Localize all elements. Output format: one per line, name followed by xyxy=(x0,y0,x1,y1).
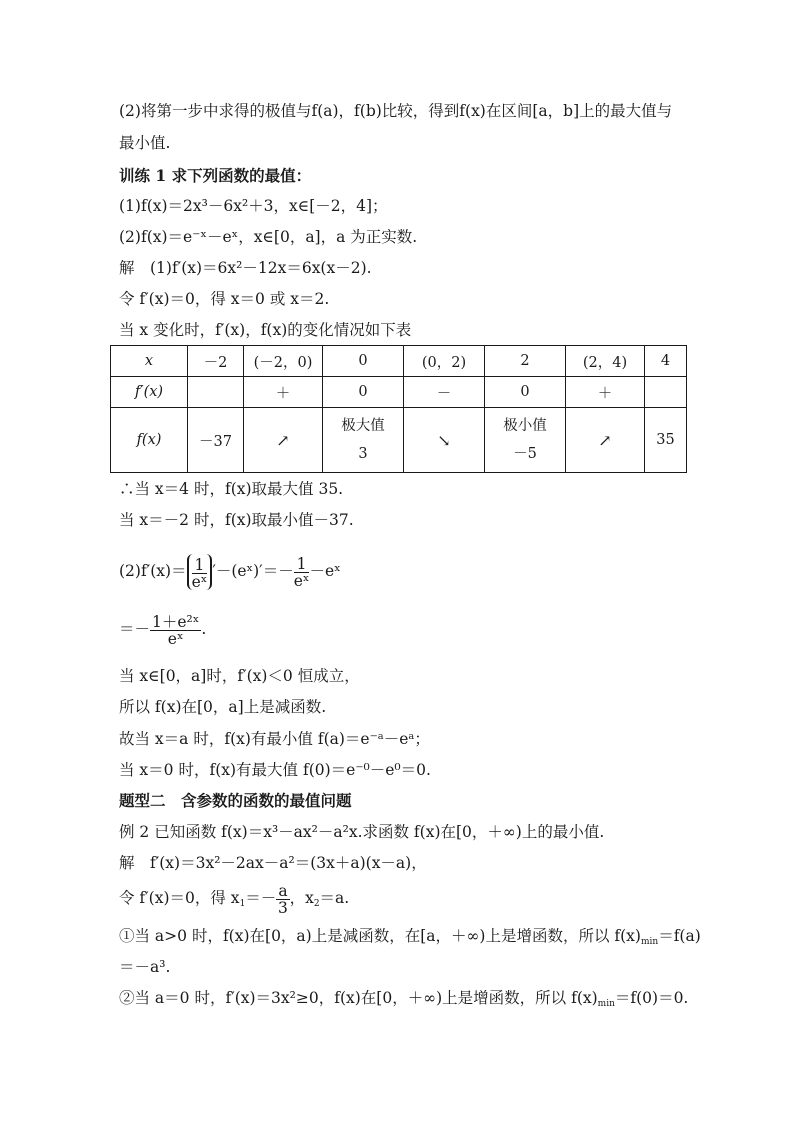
table-cell: (0，2) xyxy=(404,346,485,377)
max-value: 3 xyxy=(358,446,368,462)
table-cell xyxy=(188,377,244,408)
fraction-denominator: eˣ xyxy=(191,572,208,591)
formula-text: －eˣ xyxy=(309,562,341,580)
text-line: ＝－a³. xyxy=(119,958,171,976)
fraction-numerator: 1 xyxy=(192,557,208,574)
subscript: 2 xyxy=(313,899,320,909)
derivative-formula xyxy=(119,553,341,590)
table-cell: 0 xyxy=(323,346,404,377)
text-line: (2)将第一步中求得的极值与f(a)，f(b)比较，得到f(x)在区间[a，b]上的最大值与 xyxy=(119,102,673,120)
table-cell: －37 xyxy=(188,408,244,473)
table-row xyxy=(111,377,687,408)
case-two-line xyxy=(119,988,688,1008)
formula-text: ＝a. xyxy=(319,889,350,907)
table-cell: 0 xyxy=(485,377,566,408)
table-row xyxy=(111,408,687,473)
formula-text: ′－(eˣ)′＝－ xyxy=(212,562,294,580)
text-line: 所以 f(x)在[0，a]上是减函数. xyxy=(119,698,327,716)
table-cell: 4 xyxy=(645,346,687,377)
min-value: －5 xyxy=(513,446,537,462)
text-line: 令 f′(x)＝0，得 x＝0 或 x＝2. xyxy=(119,290,330,308)
min-label: 极小值 xyxy=(503,418,547,434)
table-cell: 2 xyxy=(485,346,566,377)
critical-points-line xyxy=(119,880,349,916)
increasing-arrow-icon: ↗ xyxy=(244,408,323,473)
text-line: 最小值. xyxy=(119,134,171,152)
table-cell: 0 xyxy=(323,377,404,408)
text-line: 故当 x＝a 时，f(x)有最小值 f(a)＝e⁻ᵃ－eᵃ； xyxy=(119,730,430,748)
formula-text: 令 f′(x)＝0，得 x xyxy=(119,889,240,907)
fraction-numerator: 1 xyxy=(294,556,310,573)
text-line: (2)f(x)＝e⁻ˣ－eˣ，x∈[0，a]，a 为正实数. xyxy=(119,228,418,246)
table-cell: 35 xyxy=(645,408,687,473)
text-line: 当 x∈[0，a]时，f′(x)＜0 恒成立， xyxy=(119,667,360,685)
formula-text: ＝－ xyxy=(245,889,277,907)
table-cell: f′(x) xyxy=(111,377,188,408)
table-cell: x xyxy=(111,346,188,377)
case-one-line xyxy=(119,926,701,946)
table-row xyxy=(111,346,687,377)
text-line: 当 x＝－2 时，f(x)取最小值－37. xyxy=(119,511,354,529)
table-cell: －2 xyxy=(188,346,244,377)
derivative-formula-continued xyxy=(119,611,206,647)
table-cell: (－2，0) xyxy=(244,346,323,377)
formula-text: ＝f(0)＝0. xyxy=(614,989,689,1007)
fraction-denominator: eˣ xyxy=(167,629,184,648)
formula-text: . xyxy=(201,620,207,638)
table-cell xyxy=(485,408,566,473)
subscript: min xyxy=(640,937,659,947)
section-heading: 题型二 含参数的函数的最值问题 xyxy=(119,791,352,810)
text-line: 当 x 变化时，f′(x)，f(x)的变化情况如下表 xyxy=(119,321,412,339)
table-cell: f(x) xyxy=(111,408,188,473)
text-line: (1)f(x)＝2x³－6x²＋3，x∈[－2，4]； xyxy=(119,197,388,215)
subscript: 1 xyxy=(239,899,246,909)
formula-text: ②当 a＝0 时，f′(x)＝3x²≥0，f(x)在[0，＋∞)上是增函数，所以 f(x) xyxy=(119,989,598,1007)
example-line: 例 2 已知函数 f(x)＝x³－ax²－a²x.求函数 f(x)在[0，＋∞)上的最小值. xyxy=(119,823,605,841)
table-cell: ＋ xyxy=(244,377,323,408)
text-line: ∴当 x＝4 时，f(x)取最大值 35. xyxy=(119,480,344,498)
formula-text: ＝f(a) xyxy=(658,927,701,945)
formula-text: (2)f′(x)＝ xyxy=(119,562,187,580)
increasing-arrow-icon: ↗ xyxy=(566,408,645,473)
fraction-numerator: 1＋e²ˣ xyxy=(152,612,200,631)
formula-text: ①当 a>0 时，f(x)在[0，a)上是减函数，在[a，＋∞)上是增函数，所以 f(x) xyxy=(119,927,641,945)
fraction-denominator: 3 xyxy=(278,898,288,917)
table-cell xyxy=(323,408,404,473)
parenthesized-fraction xyxy=(187,554,213,590)
table-cell: (2，4) xyxy=(566,346,645,377)
solution-line: 解 f′(x)＝3x²－2ax－a²＝(3x＋a)(x－a)， xyxy=(119,854,427,872)
solution-line: 解 (1)f′(x)＝6x²－12x＝6x(x－2). xyxy=(119,259,372,277)
table-cell xyxy=(645,377,687,408)
max-label: 极大值 xyxy=(341,418,385,434)
table-cell: － xyxy=(404,377,485,408)
decreasing-arrow-icon: ↘ xyxy=(404,408,485,473)
subscript: min xyxy=(597,999,615,1009)
formula-text: ，x xyxy=(289,889,314,907)
text-line: 当 x＝0 时，f(x)有最大值 f(0)＝e⁻⁰－e⁰＝0. xyxy=(119,761,431,779)
variation-table xyxy=(110,345,687,473)
fraction-denominator: eˣ xyxy=(293,571,310,590)
fraction-numerator: a xyxy=(278,881,288,900)
exercise-heading: 训练 1 求下列函数的最值： xyxy=(119,166,312,185)
table-cell: ＋ xyxy=(566,377,645,408)
formula-text: ＝－ xyxy=(119,620,151,638)
